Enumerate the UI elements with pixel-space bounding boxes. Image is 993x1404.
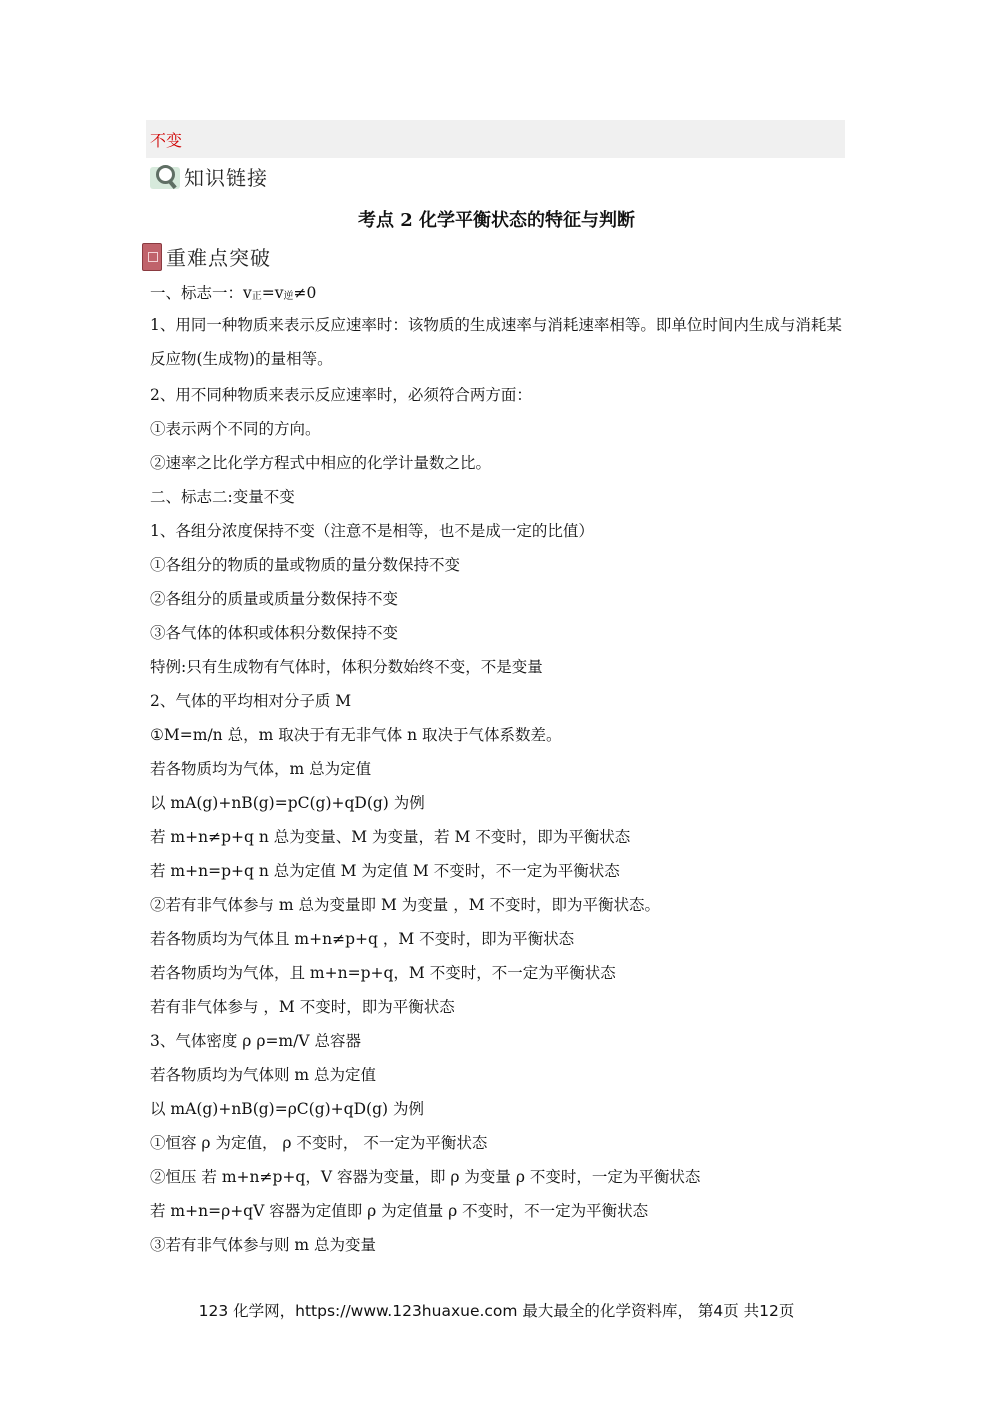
content-line: 若各物质均为气体则 m 总为定值	[150, 1066, 377, 1084]
difficulty-label: 重难点突破	[166, 246, 271, 270]
book-icon	[142, 243, 162, 271]
content-line: 以 mA(g)+nB(g)=ρC(g)+qD(g) 为例	[150, 1100, 424, 1118]
content-line: 若各物质均为气体，且 m+n=p+q，M 不变时，不一定为平衡状态	[150, 964, 616, 982]
content-line: 以 mA(g)+nB(g)=pC(g)+qD(g) 为例	[150, 794, 425, 812]
content-line: ②恒压 若 m+n≠p+q，V 容器为变量，即 ρ 为变量 ρ 不变时，一定为平衡状态	[150, 1168, 701, 1186]
content-line: 若各物质均为气体且 m+n≠p+q ，M 不变时，即为平衡状态	[150, 930, 575, 948]
sign-one-line	[150, 281, 316, 303]
answer-text: 不变	[150, 131, 183, 150]
content-line: ①M=m/n 总，m 取决于有无非气体 n 取决于气体系数差。	[150, 726, 562, 744]
content-line: ①恒容 ρ 为定值， ρ 不变时， 不一定为平衡状态	[150, 1134, 488, 1152]
content-line: 若各物质均为气体，m 总为定值	[150, 760, 372, 778]
magnifier-icon	[150, 163, 180, 191]
page-footer: 123 化学网，https://www.123huaxue.com 最大最全的化学资料库， 第4页 共12页	[198, 1302, 795, 1320]
content-line: 若 m+n=ρ+qV 容器为定值即 ρ 为定值量 ρ 不变时，不一定为平衡状态	[150, 1202, 649, 1220]
content-line: ③各气体的体积或体积分数保持不变	[150, 624, 399, 642]
section-title: 考点 2 化学平衡状态的特征与判断	[357, 210, 636, 231]
reverse-subscript: 逆	[283, 291, 294, 302]
equals-sign: =	[261, 284, 275, 302]
content-line: ①各组分的物质的量或物质的量分数保持不变	[150, 556, 461, 574]
content-line: 若有非气体参与 ，M 不变时，即为平衡状态	[150, 998, 455, 1016]
content-line: 若 m+n≠p+q n 总为变量、M 为变量，若 M 不变时，即为平衡状态	[150, 828, 631, 846]
content-line: 2、气体的平均相对分子质 M	[150, 692, 352, 710]
v-symbol: v	[274, 284, 284, 302]
content-line: 1、各组分浓度保持不变（注意不是相等，也不是成一定的比值）	[150, 522, 594, 540]
content-line: 特例:只有生成物有气体时，体积分数始终不变，不是变量	[150, 658, 543, 676]
content-line: ②若有非气体参与 m 总为变量即 M 为变量 ，M 不变时，即为平衡状态。	[150, 896, 661, 914]
content-line: 2、用不同种物质来表示反应速率时，必须符合两方面：	[150, 386, 532, 404]
content-line: 若 m+n=p+q n 总为定值 M 为定值 M 不变时，不一定为平衡状态	[150, 862, 620, 880]
paragraph-same-substance: 1、用同一种物质来表示反应速率时：该物质的生成速率与消耗速率相等。即单位时间内生成与消耗某反应物(生成物)的量相等。	[150, 316, 842, 368]
content-line: 3、气体密度 ρ ρ=m/V 总容器	[150, 1032, 361, 1050]
shaded-answer-box	[146, 120, 845, 158]
content-line: ②各组分的质量或质量分数保持不变	[150, 590, 399, 608]
v-symbol: v	[243, 284, 252, 302]
knowledge-link-header	[150, 162, 268, 191]
sign-one-prefix: 一、标志一：	[150, 284, 244, 302]
forward-subscript: 正	[251, 291, 262, 302]
content-line: 二、标志二:变量不变	[150, 488, 295, 506]
content-line: ①表示两个不同的方向。	[150, 420, 321, 438]
content-line: ②速率之比化学方程式中相应的化学计量数之比。	[150, 454, 492, 472]
content-line: ③若有非气体参与则 m 总为变量	[150, 1236, 377, 1254]
sign-one-suffix: ≠0	[293, 284, 317, 302]
knowledge-link-label: 知识链接	[184, 166, 268, 190]
difficulty-header	[142, 242, 271, 271]
